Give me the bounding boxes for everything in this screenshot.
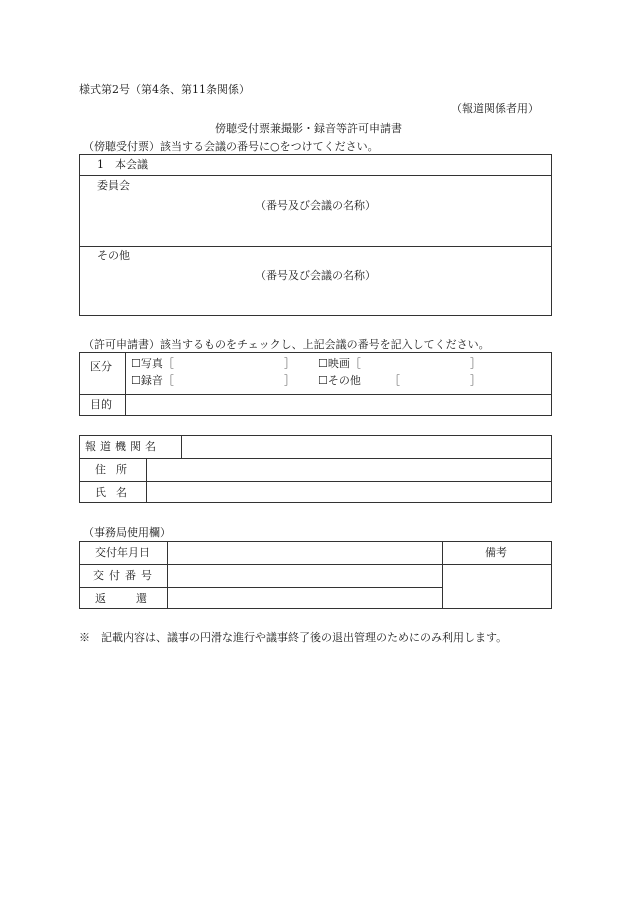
- return-label: 返還: [95, 592, 177, 605]
- issue-number-label: 交付番号: [93, 569, 157, 582]
- committee-label[interactable]: 委員会: [97, 179, 130, 192]
- permission-row-divider: [80, 394, 551, 395]
- privacy-note: ※ 記載内容は、議事の円滑な進行や議事終了後の退出管理のためにのみ利用します。: [79, 631, 508, 644]
- meeting-row-divider-2: [80, 246, 551, 247]
- movie-checkbox[interactable]: ☐映画［: [318, 357, 361, 370]
- section2-instruction: （許可申請書）該当するものをチェックし、上記会議の番号を記入してください。: [83, 338, 490, 351]
- plenary-label[interactable]: 1 本会議: [97, 158, 148, 171]
- issue-date-label: 交付年月日: [95, 546, 150, 559]
- other-checkbox[interactable]: ☐その他: [318, 374, 361, 387]
- office-remarks-col-divider: [442, 542, 443, 608]
- office-use-title: （事務局使用欄）: [83, 526, 171, 539]
- form-id: 様式第2号（第4条、第11条関係）: [79, 83, 250, 96]
- press-person-col-divider: [146, 458, 147, 502]
- press-row-divider-1: [80, 458, 551, 459]
- other-meeting-name-hint: （番号及び会議の名称）: [255, 269, 376, 282]
- other-meeting-label[interactable]: その他: [97, 249, 130, 262]
- office-row-divider-1: [80, 564, 551, 565]
- section1-instruction: （傍聴受付票）該当する会議の番号に○をつけてください。: [83, 140, 379, 153]
- purpose-label: 目的: [90, 398, 112, 411]
- page-title: 傍聴受付票兼撮影・録音等許可申請書: [215, 122, 402, 135]
- other-open-bracket: ［: [389, 374, 400, 387]
- permission-col-divider: [125, 353, 126, 415]
- photo-close-bracket: ］: [284, 357, 295, 370]
- other-close-bracket: ］: [470, 374, 481, 387]
- office-row-divider-2: [80, 587, 442, 588]
- press-row-divider-2: [80, 481, 551, 482]
- audience-label: （報道関係者用）: [451, 102, 539, 115]
- address-label: 住所: [95, 463, 137, 476]
- meeting-row-divider-1: [80, 175, 551, 176]
- committee-name-hint: （番号及び会議の名称）: [255, 199, 376, 212]
- photo-checkbox[interactable]: ☐写真［: [131, 357, 174, 370]
- meeting-table: [79, 154, 552, 316]
- category-label: 区分: [90, 360, 112, 373]
- remarks-label: 備考: [485, 546, 507, 559]
- movie-close-bracket: ］: [470, 357, 481, 370]
- press-org-col-divider: [181, 436, 182, 458]
- name-label: 氏名: [95, 486, 137, 499]
- press-org-label: 報道機関名: [85, 440, 160, 453]
- audio-checkbox[interactable]: ☐録音［: [131, 374, 174, 387]
- audio-close-bracket: ］: [284, 374, 295, 387]
